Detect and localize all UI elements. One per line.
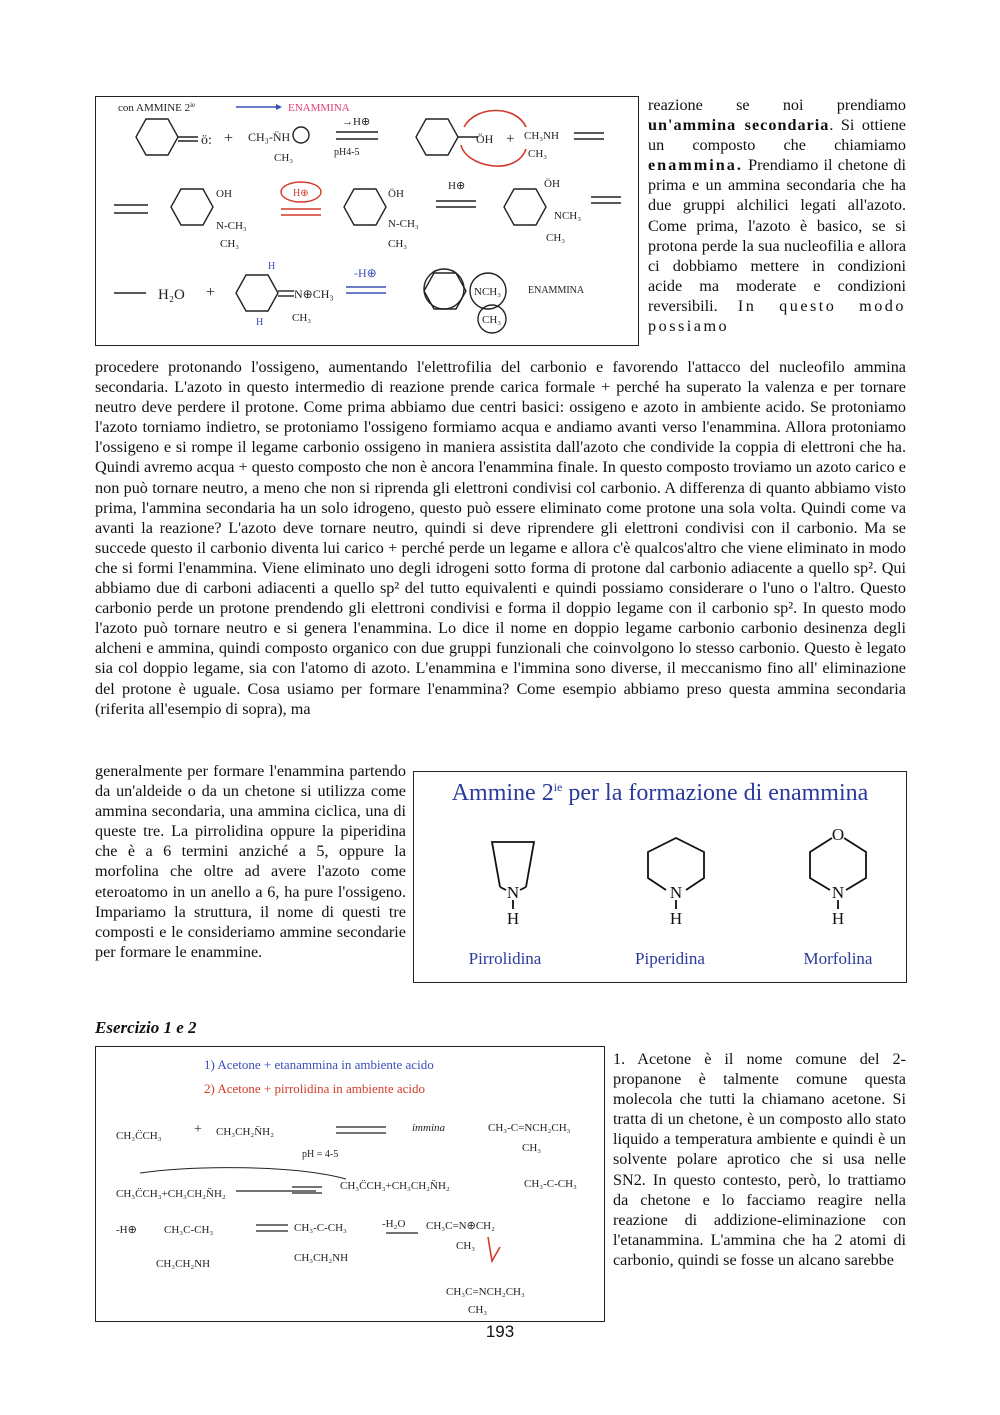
- svg-text:NCH₃: NCH₃: [554, 210, 582, 222]
- svg-text:H⊕: H⊕: [448, 180, 466, 192]
- svg-text:-H₂O: -H₂O: [382, 1218, 406, 1230]
- svg-text:CH₃-C-CH₃: CH₃-C-CH₃: [294, 1222, 347, 1234]
- svg-text:→H⊕: →H⊕: [342, 116, 371, 128]
- exercise-drawing: [96, 1047, 604, 1321]
- svg-text:CH₃: CH₃: [274, 152, 294, 164]
- exercise-line-1: 1) Acetone + etanammina in ambiente acido: [204, 1057, 434, 1072]
- svg-text:CH₃-C-CH₃: CH₃-C-CH₃: [524, 1178, 577, 1190]
- secondary-amines-figure: [413, 771, 907, 983]
- piperidina-nitrogen: N: [669, 883, 683, 902]
- svg-text:CH₃: CH₃: [522, 1142, 542, 1154]
- morfolina-oxygen: O: [831, 825, 845, 844]
- svg-text:CH₃: CH₃: [220, 238, 240, 250]
- svg-text:pH4-5: pH4-5: [334, 147, 360, 158]
- svg-text:-H⊕: -H⊕: [116, 1224, 137, 1236]
- svg-text:CH₃CH₂NH: CH₃CH₂NH: [156, 1258, 211, 1270]
- bold-term-ammina-secondaria: un'ammina secondaria: [648, 116, 830, 135]
- morfolina-nitrogen: N: [831, 883, 845, 902]
- morfolina-hydrogen: H: [831, 909, 845, 928]
- svg-text:H: H: [268, 261, 276, 272]
- svg-text:ö:: ö:: [201, 133, 212, 148]
- mechanism-drawing: [96, 97, 638, 345]
- exercise-line-2: 2) Acetone + pirrolidina in ambiente acido: [204, 1081, 426, 1096]
- svg-text:N⊕CH₃: N⊕CH₃: [294, 287, 334, 301]
- paragraph-right-column: [648, 95, 906, 336]
- svg-text:H⊕: H⊕: [293, 188, 309, 199]
- svg-text:H₂O: H₂O: [158, 287, 185, 303]
- figure1-title-enammina: ENAMMINA: [288, 102, 350, 114]
- svg-text:CH₃CH₂N̈H₂: CH₃CH₂N̈H₂: [216, 1126, 274, 1138]
- text-segment: . Si ottiene un composto che chiamiamo: [648, 116, 906, 155]
- paragraph-left-column: generalmente per formare l'enammina partendo da un'aldeide o da un chetone si utilizza come ammina secondaria, una ammina ciclica, una di queste tre. La pirrolidina oppure la piperidina che è a 6 termini anziché a 5, oppure la morfolina che oltre ad avere l'azoto come eteroatomo in un anello a 6, ha pure l'ossigeno. Impariamo la struttura, il nome di questi tre composti e le consideriamo ammine secondarie per formare le enammine.: [95, 762, 406, 961]
- svg-text:CH₃C-CH₃: CH₃C-CH₃: [164, 1224, 214, 1236]
- svg-text:CH₃C̈CH₃: CH₃C̈CH₃: [116, 1130, 162, 1142]
- svg-text:+: +: [194, 1122, 202, 1137]
- svg-text:CH₃C=NCH₂CH₃: CH₃C=NCH₂CH₃: [446, 1286, 525, 1298]
- svg-text:CH₃: CH₃: [468, 1304, 488, 1316]
- paragraph-main: procedere protonando l'ossigeno, aumentando l'elettrofilia del carbonio e favorendo l'attacco del nucleofilo ammina secondaria. L'azoto in questo intermedio di reazione prende carica formale + perché ha superato la valenza e per tornare neutro deve perdere il protone. Come prima abbiamo due centri basici: ossigeno e azoto in ambiente acido. Se protoniamo l'azoto torniamo indietro, se protoniamo l'ossigeno formiamo acqua e andiamo avanti verso l'enammina. Allora protoniamo l'ossigeno e si rompe il legame carbonio ossigeno in maniera assistita dall'azoto che condivide la coppia di elettroni che ha. Quindi avremo acqua + questo composto che non è ancora l'enammina finale. In questo composto troviamo un azoto carico e non può tornare neutro, a meno che non si riprenda gli elettroni condivisi col carbonio. A differenza di quanto abbiamo visto prima, l'ammina secondaria ha un solo idrogeno, questo può essere eliminato come protone una sola volta. Quindi come va avanti la reazione? L'azoto deve tornare neutro, quindi si deve riprendere gli elettroni condivisi con il carbonio. Ma se succede questo il carbonio diventa lui carico + perché perde un legame e allora c'è qualcos'altro che viene eliminato in modo che si formi l'enammina. Viene eliminato uno degli idrogeni sotto forma di protone dal carbonio adiacente a quello sp². Qui abbiamo due di carboni adiacenti a quello sp² del tutto equivalenti e quindi possiamo considerare o l'uno o l'altro. Questo carbonio perde un protone prendendo gli elettroni condivisi e forma il doppio legame con il carbonio sp². In questo modo l'azoto può tornare neutro e si genera l'enammina. Lo dice il nome en doppio legame carbonio carbonio desinenza degli alcheni e ammina, quindi composto organico con due gruppi funzionali che coinvolgono lo stesso carbonio. Questo è legato sia col doppio legame, sia con l'atomo di azoto. L'enammina e l'immina sono diverse, il meccanismo fino all' eliminazione del protone è uguale. Cosa usiamo per formare l'enammina? Come esempio abbiamo preso questa ammina secondaria (riferita all'esempio di sopra), ma: [95, 358, 906, 718]
- svg-text:OH: OH: [216, 188, 232, 200]
- svg-text:+: +: [206, 284, 216, 301]
- svg-text:+: +: [224, 130, 234, 147]
- svg-text:CH₃: CH₃: [528, 148, 548, 160]
- text-segment: Prendiamo il chetone di prima e un ammina secondaria che ha due gruppi alchilici legati all'azoto. Come prima, l'azoto è basico, se si protona perde la sua nucleofilia e allora ci dobbiamo mettere in condizioni acide ma moderate e condizioni reversibili.: [648, 156, 906, 315]
- text-segment: reazione se noi prendiamo: [648, 96, 906, 114]
- svg-text:CH₃: CH₃: [456, 1240, 476, 1252]
- svg-text:CH₃C̈CH₃+CH₃CH₂N̈H₂: CH₃C̈CH₃+CH₃CH₂N̈H₂: [116, 1188, 226, 1200]
- svg-text:CH₃: CH₃: [546, 232, 566, 244]
- svg-text:CH₃NH: CH₃NH: [524, 130, 560, 142]
- figure2-title-main: Ammine 2: [451, 780, 554, 806]
- morfolina-label: Morfolina: [803, 949, 873, 968]
- pirrolidina-nitrogen: N: [506, 883, 520, 902]
- svg-text:+: +: [506, 131, 515, 147]
- svg-text:-H⊕: -H⊕: [354, 266, 377, 280]
- svg-text:ÖH: ÖH: [388, 188, 404, 200]
- svg-text:CH₃C̈CH₃+CH₃CH₂N̈H₂: CH₃C̈CH₃+CH₃CH₂N̈H₂: [340, 1180, 450, 1192]
- svg-text:CH₃: CH₃: [292, 312, 312, 324]
- svg-text:NCH₃: NCH₃: [474, 286, 502, 298]
- svg-text:CH₃CH₂NH: CH₃CH₂NH: [294, 1252, 349, 1264]
- svg-text:CH₃-N̈H: CH₃-N̈H: [248, 130, 291, 144]
- figure1-title: con AMMINE $2^{ie}$: [118, 101, 196, 114]
- paragraph-exercise: 1. Acetone è il nome comune del 2-propanone è talmente comune questa molecola che tutti la chiamano acetone. Si tratta di un chetone, è un composto allo stato liquido a temperatura ambiente e quindi è un solvente polare aprotico che si usa nelle SN2. In questo contesto, però, lo trattiamo da chetone e lo facciamo reagire nella reazione di addizione-eliminazione con l'etanammina. L'ammina che ha 2 atomi di carbonio, quindi se fosse un alcano sarebbe: [613, 1050, 906, 1269]
- figure2-title-rest: per la formazione di enammina: [562, 780, 869, 806]
- section-heading-esercizio: Esercizio 1 e 2: [95, 1018, 197, 1037]
- annot-ph: pH = 4-5: [302, 1149, 339, 1160]
- bold-term-enammina: enammina.: [648, 156, 743, 175]
- piperidina-label: Piperidina: [635, 949, 705, 968]
- svg-text:ENAMMINA: ENAMMINA: [528, 285, 585, 296]
- svg-text:CH₃C=N⊕CH₂: CH₃C=N⊕CH₂: [426, 1220, 495, 1232]
- annot-immina: immina: [412, 1122, 445, 1134]
- svg-text:ÖH: ÖH: [544, 178, 560, 190]
- svg-text:CH₃: CH₃: [482, 314, 502, 326]
- page-number: 193: [485, 1322, 515, 1341]
- svg-text:H: H: [256, 317, 264, 328]
- exercise-figure: [95, 1046, 605, 1322]
- svg-text:CH₃-C=NCH₂CH₃: CH₃-C=NCH₂CH₃: [488, 1122, 571, 1134]
- svg-text:ÖH: ÖH: [476, 132, 494, 146]
- svg-text:N-CH₃: N-CH₃: [388, 218, 419, 230]
- svg-text:N-CH₃: N-CH₃: [216, 220, 247, 232]
- pirrolidina-label: Pirrolidina: [468, 949, 542, 968]
- text-segment: In questo modo possiamo: [648, 296, 906, 336]
- svg-text:CH₃: CH₃: [388, 238, 408, 250]
- pirrolidina-hydrogen: H: [506, 909, 520, 928]
- enamine-mechanism-figure: [95, 96, 639, 346]
- figure2-title-sup: ie: [553, 780, 563, 794]
- amine-structures: [414, 772, 906, 982]
- piperidina-hydrogen: H: [669, 909, 683, 928]
